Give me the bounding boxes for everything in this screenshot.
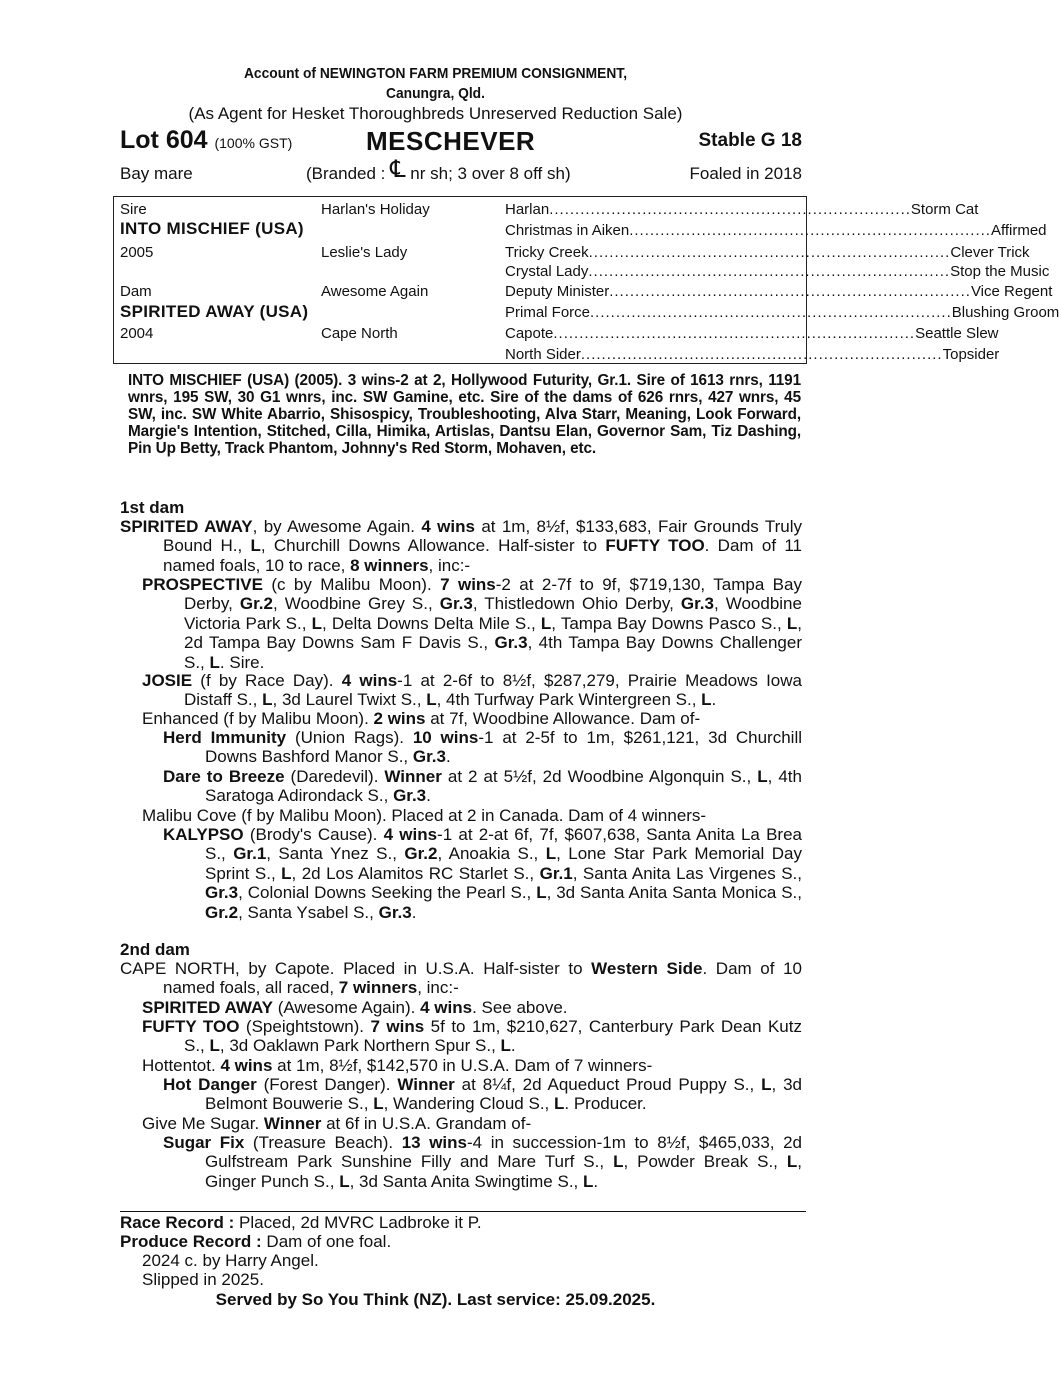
first-dam-entry: SPIRITED AWAY, by Awesome Again. 4 wins at 1m, 8½f, $133,683, Fair Grounds Truly Bound H., L, Churchill Downs Allowance. Half-sister to FUFTY TOO. Dam of 11 named foals, 10 to race, 8 winners, inc:- xyxy=(120,517,802,575)
sire-name: INTO MISCHIEF (USA) xyxy=(120,219,304,238)
race-record: Race Record : Placed, 2d MVRC Ladbroke it P. xyxy=(120,1213,482,1232)
consignor-location: Canungra, Qld. xyxy=(386,85,485,102)
pedigree-table xyxy=(113,196,1059,364)
colour-sex: Bay mare xyxy=(120,164,193,183)
divider xyxy=(120,1211,806,1212)
dam-sire: Awesome Again xyxy=(321,283,429,300)
produce-line: 2024 c. by Harry Angel. xyxy=(142,1251,319,1270)
produce-entry: Sugar Fix (Treasure Beach). 13 wins-4 in succession-1m to 8½f, $465,033, 2d Gulfstream Park Sunshine Filly and Mare Turf S., L, Powder Break S., L, Ginger Punch S., L, 3d Santa Anita Swingtime S., L. xyxy=(163,1133,802,1191)
sire-sire: Harlan's Holiday xyxy=(321,201,430,218)
produce-line: Slipped in 2025. xyxy=(142,1270,264,1289)
pedigree-gg-row: Tricky Creek ...................................................................... Clever Trick xyxy=(505,244,1030,261)
sire-year: 2005 xyxy=(120,244,154,261)
foaled-year: Foaled in 2018 xyxy=(689,164,802,183)
produce-entry: Hot Danger (Forest Danger). Winner at 8¼f, 2d Aqueduct Proud Puppy S., L, 3d Belmont Bouwerie S., L, Wandering Cloud S., L. Producer. xyxy=(163,1075,803,1114)
produce-entry: Malibu Cove (f by Malibu Moon). Placed at 2 in Canada. Dam of 4 winners- xyxy=(142,806,707,825)
produce-entry: Give Me Sugar. Winner at 6f in U.S.A. Grandam of- xyxy=(142,1114,532,1133)
pedigree-gg-row: Deputy Minister ...................................................................... Vice Regent xyxy=(505,283,1053,300)
dam-year: 2004 xyxy=(120,325,154,342)
pedigree-gg-row: North Sider ...................................................................... Topsider xyxy=(505,346,1000,363)
sire-summary: INTO MISCHIEF (USA) (2005). 3 wins-2 at 2, Hollywood Futurity, Gr.1. Sire of 1613 rnrs, 1191 wnrs, 195 SW, 30 G1 wnrs, inc. SW Gamine, etc. Sire of the dams of 626 rnrs, 427 wnrs, 45 SW, inc. SW White Abarrio, Shisospicy, Troubleshooting, Alva Starr, Meaning, Look Forward, Margie's Intention, Stitched, Cilla, Himika, Artislas, Dantsu Elan, Governor Sam, Tiz Dashing, Pin Up Betty, Track Phantom, Johnny's Red Storm, Mohaven, etc. xyxy=(128,372,801,457)
produce-entry: Dare to Breeze (Daredevil). Winner at 2 at 5½f, 2d Woodbine Algonquin S., L, 4th Saratoga Adirondack S., Gr.3. xyxy=(163,767,802,806)
dam-name: SPIRITED AWAY (USA) xyxy=(120,302,309,321)
stable-number: Stable G 18 xyxy=(698,130,802,151)
dam-dam: Cape North xyxy=(321,325,398,342)
produce-entry: FUFTY TOO (Speightstown). 7 wins 5f to 1m, $210,627, Canterbury Park Dean Kutz S., L, 3d Oaklawn Park Northern Spur S., L. xyxy=(142,1017,802,1056)
lot-number-block xyxy=(120,126,292,155)
brand-mark-icon: ℄ xyxy=(390,156,406,183)
produce-record: Produce Record : Dam of one foal. xyxy=(120,1232,392,1251)
pedigree-gg-row: Crystal Lady ...................................................................... Stop the Music xyxy=(505,263,1050,280)
pedigree-gg-row: Primal Force ...................................................................... Blushing Groom xyxy=(505,304,1059,321)
first-dam-heading: 1st dam xyxy=(120,498,185,517)
produce-entry: Enhanced (f by Malibu Moon). 2 wins at 7f, Woodbine Allowance. Dam of- xyxy=(142,709,701,728)
sire-label: Sire xyxy=(120,201,147,218)
lot-line xyxy=(120,126,802,156)
produce-entry: PROSPECTIVE (c by Malibu Moon). 7 wins-2 at 2-7f to 9f, $719,130, Tampa Bay Derby, Gr.2, Woodbine Grey S., Gr.3, Thistledown Ohio Derby, Gr.3, Woodbine Victoria Park S., L, Delta Downs Delta Mile S., L, Tampa Bay Downs Pasco S., L, 2d Tampa Bay Downs Sam F Davis S., Gr.3, 4th Tampa Bay Downs Challenger S., L. Sire. xyxy=(142,575,802,672)
description-line xyxy=(120,156,802,186)
agent-line: (As Agent for Hesket Thoroughbreds Unreserved Reduction Sale) xyxy=(188,104,683,123)
pedigree-gg-row: Capote ...................................................................... Seattle Slew xyxy=(505,325,999,342)
service-note: Served by So You Think (NZ). Last service: 25.09.2025. xyxy=(215,1290,656,1309)
second-dam-heading: 2nd dam xyxy=(120,940,190,959)
horse-name: MESCHEVER xyxy=(366,126,536,156)
produce-entry: Hottentot. 4 wins at 1m, 8½f, $142,570 in U.S.A. Dam of 7 winners- xyxy=(142,1056,653,1075)
lot-number: Lot 604 xyxy=(120,126,208,154)
sire-dam: Leslie's Lady xyxy=(321,244,408,261)
pedigree-gg-row: Christmas in Aiken ...................................................................... Affirmed xyxy=(505,222,1047,239)
produce-entry: SPIRITED AWAY (Awesome Again). 4 wins. See above. xyxy=(142,998,568,1017)
gst-note: (100% GST) xyxy=(214,135,293,151)
dam-label: Dam xyxy=(120,283,152,300)
brand-description xyxy=(306,156,571,184)
produce-entry: Herd Immunity (Union Rags). 10 wins-1 at 2-5f to 1m, $261,121, 3d Churchill Downs Bashford Manor S., Gr.3. xyxy=(163,728,802,767)
produce-entry: KALYPSO (Brody's Cause). 4 wins-1 at 2-at 6f, 7f, $607,638, Santa Anita La Brea S., Gr.1, Santa Ynez S., Gr.2, Anoakia S., L, Lone Star Park Memorial Day Sprint S., L, 2d Los Alamitos RC Starlet S., Gr.1, Santa Anita Las Virgenes S., Gr.3, Colonial Downs Seeking the Pearl S., L, 3d Santa Anita Santa Monica S., Gr.2, Santa Ysabel S., Gr.3. xyxy=(163,825,803,922)
brand-prefix: (Branded : xyxy=(306,164,386,183)
pedigree-gg-row: Harlan ...................................................................... Storm Cat xyxy=(505,201,979,218)
brand-suffix: nr sh; 3 over 8 off sh) xyxy=(410,164,571,183)
produce-entry: JOSIE (f by Race Day). 4 wins-1 at 2-6f to 8½f, $287,279, Prairie Meadows Iowa Distaff S., L, 3d Laurel Twixt S., L, 4th Turfway Park Wintergreen S., L. xyxy=(142,671,802,710)
consignor-line: Account of NEWINGTON FARM PREMIUM CONSIGNMENT, xyxy=(243,65,628,82)
second-dam-entry: CAPE NORTH, by Capote. Placed in U.S.A. Half-sister to Western Side. Dam of 10 named foals, all raced, 7 winners, inc:- xyxy=(120,959,802,998)
